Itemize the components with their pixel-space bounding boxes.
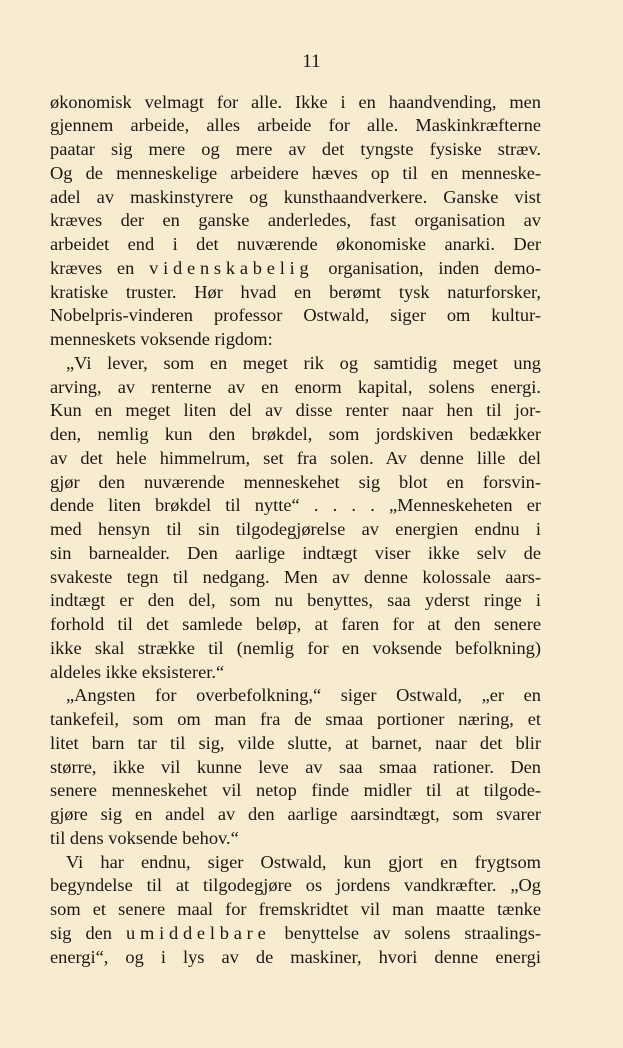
- text-line: menneskets voksende rigdom:: [50, 329, 273, 349]
- text-line-start: sig den: [50, 922, 126, 943]
- text-line: økonomisk velmagt for alle. Ikke i en haandvending, men: [50, 91, 541, 112]
- text-line-start: kræves en: [50, 257, 150, 278]
- emphasized-word: umiddelbare: [126, 922, 271, 943]
- text-line: svakeste tegn til nedgang. Men av denne kolossale aars-: [50, 566, 541, 587]
- text-line: til dens voksende behov.“: [50, 827, 239, 848]
- text-line: gjennem arbeide, alles arbeide for alle. Maskinkræfterne: [50, 115, 541, 136]
- text-line: litet barn tar til sig, vilde slutte, at barnet, naar det blir: [50, 732, 541, 753]
- text-line: senere menneskehet vil netop finde midler til at tilgode-: [50, 780, 541, 801]
- body-text: [50, 91, 541, 970]
- text-line: „Vi lever, som en meget rik og samtidig meget ung: [66, 352, 541, 373]
- text-line: Kun en meget liten del av disse renter naar hen til jor-: [50, 400, 541, 421]
- text-line: større, ikke vil kunne leve av saa smaa rationer. Den: [50, 756, 541, 777]
- text-line: kratiske truster. Hør hvad en berømt tysk naturforsker,: [50, 281, 541, 302]
- text-line: Og de menneskelige arbeidere hæves op til en menneske-: [50, 162, 541, 183]
- text-line: [50, 257, 541, 281]
- text-line: begyndelse til at tilgodegjøre os jordens vandkræfter. „Og: [50, 875, 541, 896]
- text-line: gjøre sig en andel av den aarlige aarsindtægt, som svarer: [50, 804, 541, 824]
- emphasized-word: videnskabelig: [149, 257, 314, 278]
- text-line: sin barnealder. Den aarlige indtægt viser ikke selv de: [50, 542, 541, 563]
- text-line: dende liten brøkdel til nytte“ . . . . „Menneskeheten er: [50, 495, 541, 516]
- text-line: kræves der en ganske anderledes, fast organisation av: [50, 210, 541, 231]
- text-line: gjør den nuværende menneskehet sig blot en forsvin-: [50, 471, 541, 492]
- text-line: paatar sig mere og mere av det tyngste fysiske stræv.: [50, 139, 541, 159]
- text-line: forhold til det samlede beløp, at faren for at den senere: [50, 614, 541, 634]
- text-line: „Angsten for overbefolkning,“ siger Ostwald, „er en: [66, 685, 541, 706]
- text-line: Vi har endnu, siger Ostwald, kun gjort en frygtsom: [66, 851, 541, 872]
- text-line: den, nemlig kun den brøkdel, som jordskiven bedækker: [50, 424, 541, 444]
- text-line: av det hele himmelrum, set fra solen. Av denne lille del: [50, 447, 541, 468]
- text-line: som et senere maal for fremskridtet vil man maatte tænke: [50, 899, 541, 919]
- text-line: tankefeil, som om man fra de smaa portioner næring, et: [50, 709, 541, 729]
- text-line: adel av maskinstyrere og kunsthaandverkere. Ganske vist: [50, 186, 541, 207]
- text-line: aldeles ikke eksisterer.“: [50, 661, 225, 682]
- text-line: indtægt er den del, som nu benyttes, saa yderst ringe i: [50, 590, 541, 611]
- text-line: [50, 922, 541, 946]
- text-line-end: organisation, inden demo-: [313, 257, 542, 278]
- text-line: energi“, og i lys av de maskiner, hvori denne energi: [50, 946, 541, 967]
- text-line: med hensyn til sin tilgodegjørelse av energien endnu i: [50, 519, 541, 539]
- text-line: arving, av renterne av en enorm kapital, solens energi.: [50, 376, 541, 397]
- text-line: Nobelpris-vinderen professor Ostwald, siger om kultur-: [50, 305, 541, 326]
- page-number: 11: [302, 51, 321, 72]
- text-line-end: benyttelse av solens straalings-: [270, 922, 541, 943]
- text-line: arbeidet end i det nuværende økonomiske anarki. Der: [50, 234, 541, 254]
- text-line: ikke skal strække til (nemlig for en voksende befolkning): [50, 637, 541, 658]
